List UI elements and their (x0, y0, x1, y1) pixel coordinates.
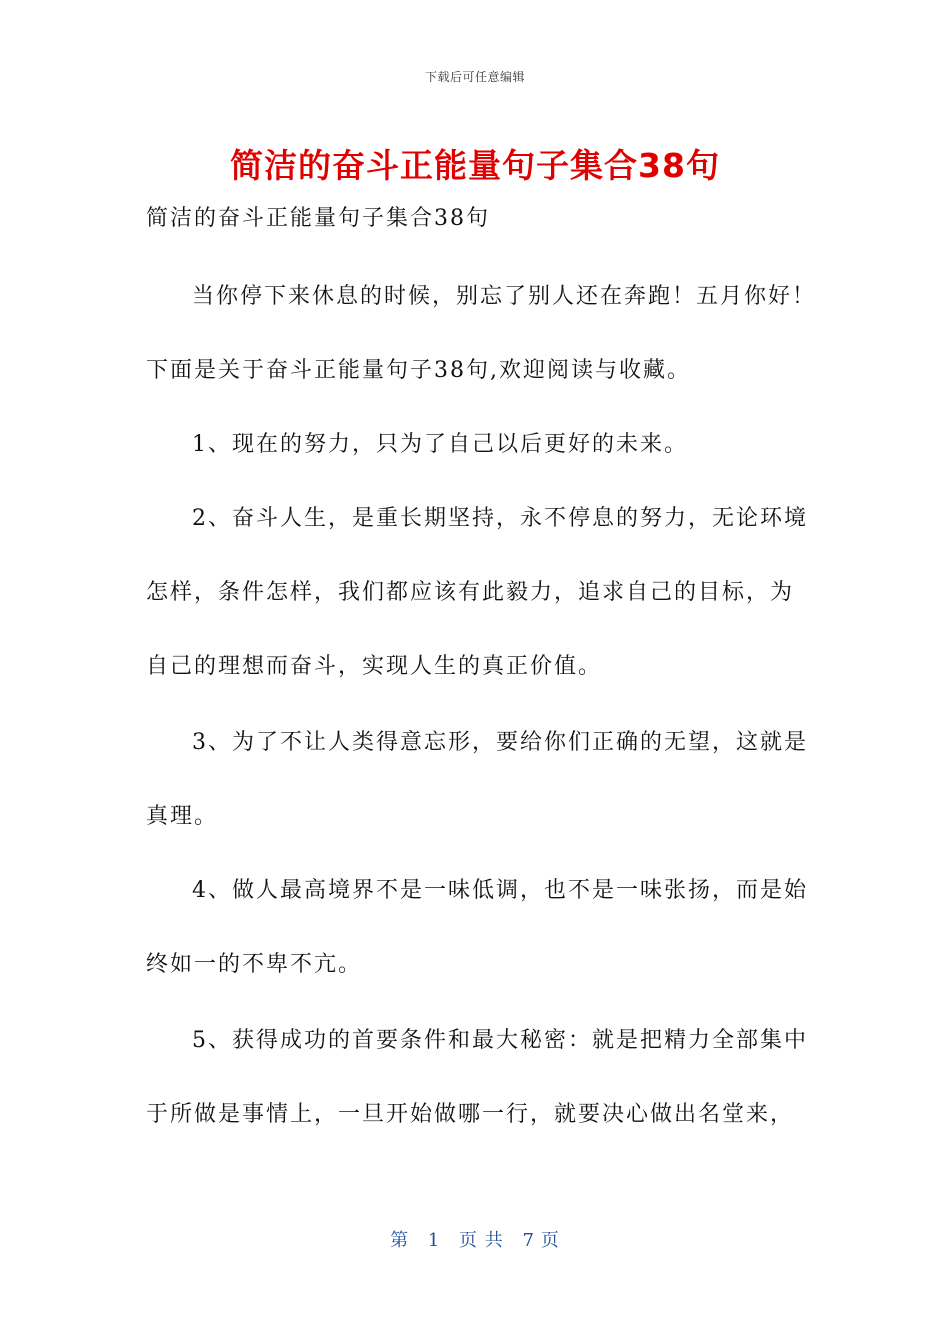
document-title: 简洁的奋斗正能量句子集合38句 (230, 146, 720, 185)
footer-middle: 页 共 (459, 1230, 504, 1251)
item-4-line-2: 终如一的不卑不亢。 (146, 952, 363, 977)
footer-prefix: 第 (390, 1230, 410, 1251)
item-2-line-3: 自己的理想而奋斗，实现人生的真正价值。 (146, 654, 603, 679)
footer-total-pages: 7 (522, 1230, 535, 1251)
intro-line-1: 当你停下来休息的时候，别忘了别人还在奔跑！五月你好！ (192, 284, 817, 309)
footer-suffix: 页 (540, 1230, 560, 1251)
footer-page-number: 1 (427, 1230, 441, 1251)
intro-line-2: 下面是关于奋斗正能量句子38句,欢迎阅读与收藏。 (146, 358, 691, 383)
item-2-line-2: 怎样，条件怎样，我们都应该有此毅力，追求自己的目标，为 (146, 580, 795, 605)
header-note: 下载后可任意编辑 (424, 70, 525, 84)
item-3-line-1: 3、为了不让人类得意忘形，要给你们正确的无望，这就是 (192, 730, 808, 755)
item-3-line-2: 真理。 (146, 804, 219, 829)
item-5-line-1: 5、获得成功的首要条件和最大秘密：就是把精力全部集中 (192, 1028, 808, 1053)
item-1-line-1: 1、现在的努力，只为了自己以后更好的未来。 (192, 432, 688, 457)
item-2-line-1: 2、奋斗人生，是重长期坚持，永不停息的努力，无论环境 (192, 506, 808, 531)
page-footer (0, 1226, 950, 1252)
subtitle-line: 简洁的奋斗正能量句子集合38句 (146, 206, 490, 231)
item-5-line-2: 于所做是事情上，一旦开始做哪一行，就要决心做出名堂来， (146, 1102, 795, 1127)
item-4-line-1: 4、做人最高境界不是一味低调，也不是一味张扬，而是始 (192, 878, 808, 903)
